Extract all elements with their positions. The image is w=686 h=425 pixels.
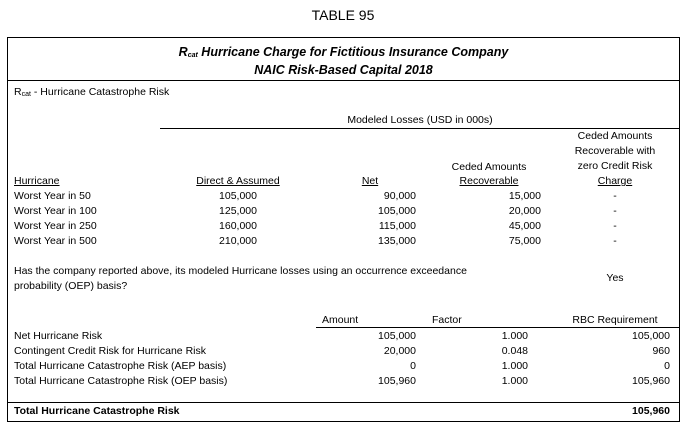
loss-row-net: 105,000: [378, 205, 416, 217]
loss-row-ceded: 75,000: [508, 235, 541, 247]
rbc-row-factor: 1.000: [501, 330, 528, 342]
col-zero-credit-line3: zero Credit Risk: [577, 160, 653, 172]
rbc-row-amount: 105,000: [378, 330, 416, 342]
loss-row-ceded: 15,000: [508, 190, 541, 202]
col-zero-credit-line2: Recoverable with: [574, 145, 656, 157]
modeled-losses-header: Modeled Losses (USD in 000s): [347, 114, 493, 126]
total-value: 105,960: [632, 405, 670, 417]
col-ceded-line1: Ceded Amounts: [451, 161, 527, 173]
loss-row-zero-credit: -: [613, 220, 617, 232]
report-title-line2: NAIC Risk-Based Capital 2018: [254, 63, 433, 77]
oep-question-line1: Has the company reported above, its modeled Hurricane losses using an occurrence exceedance: [14, 265, 467, 277]
rbc-row-label: Contingent Credit Risk for Hurricane Risk: [14, 345, 206, 357]
rbc-row-amount: 20,000: [383, 345, 416, 357]
col-factor: Factor: [432, 314, 462, 326]
section-label: $R_{cat}$ - Hurricane Catastrophe Risk: [14, 86, 170, 98]
col-zero-credit-line4: Charge: [597, 175, 633, 187]
loss-row-zero-credit: -: [613, 205, 617, 217]
loss-row-zero-credit: -: [613, 190, 617, 202]
loss-row-label: Worst Year in 250: [14, 220, 97, 232]
loss-row-direct: 160,000: [219, 220, 257, 232]
rbc-row-amount: 0: [410, 360, 416, 372]
loss-row-direct: 125,000: [219, 205, 257, 217]
rbc-row-requirement: 960: [652, 345, 670, 357]
loss-row-label: Worst Year in 50: [14, 190, 91, 202]
total-label: Total Hurricane Catastrophe Risk: [14, 405, 180, 417]
rbc-row-requirement: 105,000: [632, 330, 670, 342]
rbc-row-requirement: 105,960: [632, 375, 670, 387]
col-direct-assumed: Direct & Assumed: [196, 175, 280, 187]
total-divider: [7, 402, 680, 403]
loss-row-direct: 210,000: [219, 235, 257, 247]
modeled-losses-rule: [160, 128, 680, 129]
col-rbc-requirement: RBC Requirement: [572, 314, 658, 326]
col-zero-credit-line1: Ceded Amounts: [577, 130, 653, 142]
table-label: TABLE 95: [311, 7, 375, 23]
loss-row-net: 115,000: [378, 220, 416, 232]
rbc-row-factor: 0.048: [501, 345, 528, 357]
loss-row-label: Worst Year in 500: [14, 235, 97, 247]
rbc-row-label: Net Hurricane Risk: [14, 330, 103, 342]
loss-row-net: 135,000: [378, 235, 416, 247]
rbc-row-factor: 1.000: [501, 360, 528, 372]
rbc-row-factor: 1.000: [501, 375, 528, 387]
loss-row-direct: 105,000: [219, 190, 257, 202]
loss-row-ceded: 45,000: [508, 220, 541, 232]
loss-row-net: 90,000: [383, 190, 416, 202]
oep-answer: Yes: [606, 272, 624, 284]
loss-row-ceded: 20,000: [508, 205, 541, 217]
loss-row-zero-credit: -: [613, 235, 617, 247]
rbc-row-requirement: 0: [664, 360, 670, 372]
loss-row-label: Worst Year in 100: [14, 205, 97, 217]
oep-question-line2: probability (OEP) basis?: [14, 280, 128, 292]
col-net: Net: [361, 175, 379, 187]
col-amount: Amount: [322, 314, 359, 326]
rbc-row-label: Total Hurricane Catastrophe Risk (AEP basis): [14, 360, 227, 372]
title-divider: [7, 80, 680, 81]
col-hurricane: Hurricane: [14, 175, 60, 187]
col-ceded-line2: Recoverable: [459, 175, 519, 187]
rbc-header-rule: [316, 327, 680, 328]
rbc-row-label: Total Hurricane Catastrophe Risk (OEP basis): [14, 375, 228, 387]
rbc-row-amount: 105,960: [378, 375, 416, 387]
report-title-line1: $R_{cat}$ Hurricane Charge for Fictitious Insurance Company: [178, 45, 509, 59]
